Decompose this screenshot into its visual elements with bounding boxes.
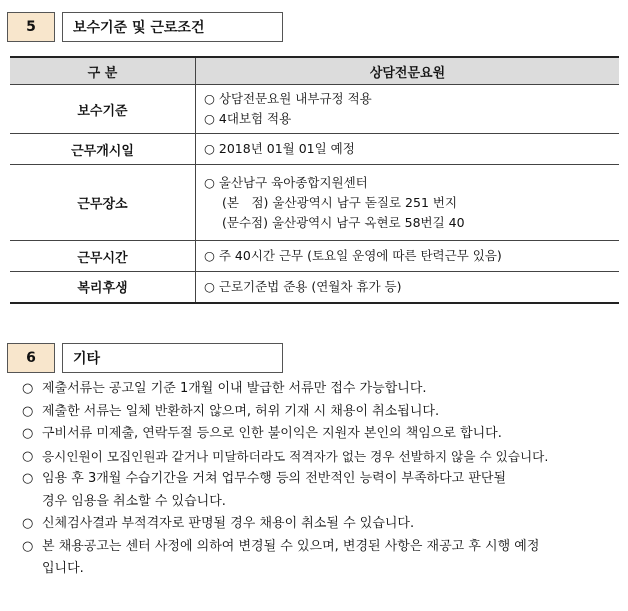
- list-item-text: 응시인원이 모집인원과 같거나 미달하더라도 적격자가 없는 경우 선발하지 않을 수 있습니다.: [42, 448, 549, 464]
- row-value: [196, 134, 620, 165]
- value-line: ○ 2018년 01월 01일 예정: [204, 141, 355, 156]
- conditions-table: [10, 56, 619, 304]
- table-row: [10, 165, 619, 241]
- list-item-line: 경우 임용을 취소할 수 있습니다.: [42, 493, 226, 509]
- row-value: [196, 165, 620, 241]
- row-label: 보수기준: [10, 85, 196, 134]
- circle-bullet: ○: [22, 471, 34, 486]
- row-value: [196, 241, 620, 272]
- circle-bullet: ○: [22, 426, 34, 441]
- list-item: [22, 378, 622, 401]
- row-value: [196, 85, 620, 134]
- section-number: 6: [7, 343, 55, 373]
- section-5-header: [7, 12, 283, 42]
- value-line: ○ 상담전문요원 내부규정 적용: [204, 91, 372, 106]
- table-header-category: 구 분: [10, 57, 196, 85]
- list-item: [22, 536, 622, 581]
- value-line: ○ 주 40시간 근무 (토요일 운영에 따른 탄력근무 있음): [204, 248, 502, 263]
- table-row: [10, 134, 619, 165]
- table-row: [10, 85, 619, 134]
- row-label: 복리후생: [10, 272, 196, 303]
- circle-bullet: ○: [22, 403, 34, 419]
- circle-bullet: ○: [22, 516, 34, 531]
- value-line: ○ 근로기준법 준용 (연월차 휴가 등): [204, 278, 402, 294]
- list-item-text: 구비서류 미제출, 연락두절 등으로 인한 불이익은 지원자 본인의 책임으로 합니다.: [42, 426, 502, 441]
- list-item-text: 제출한 서류는 일체 반환하지 않으며, 허위 기재 시 채용이 취소됩니다.: [42, 403, 440, 419]
- list-item-text: [42, 468, 622, 513]
- list-item: [22, 446, 622, 469]
- list-item: [22, 513, 622, 536]
- section-number: 5: [7, 12, 55, 42]
- circle-bullet: ○: [22, 448, 34, 464]
- section-6-header: [7, 343, 283, 373]
- row-value: [196, 272, 620, 303]
- list-item: [22, 423, 622, 446]
- list-item-line: 임용 후 3개월 수습기간을 거쳐 업무수행 등의 전반적인 능력이 부족하다고 판단될: [42, 471, 507, 486]
- row-label: 근무장소: [10, 165, 196, 241]
- table-row: [10, 241, 619, 272]
- section-title: 기타: [62, 343, 283, 373]
- value-line: (본 점) 울산광역시 남구 돋질로 251 번지: [222, 194, 458, 210]
- list-item: [22, 401, 622, 424]
- value-line: ○ 4대보험 적용: [204, 111, 292, 126]
- value-line: (문수점) 울산광역시 남구 옥현로 58번길 40: [222, 214, 465, 230]
- circle-bullet: ○: [22, 381, 34, 396]
- list-item-line: 본 채용공고는 센터 사정에 의하여 변경될 수 있으며, 변경된 사항은 재공고 후 시행 예정: [42, 538, 540, 554]
- table-header-position: 상담전문요원: [196, 57, 620, 85]
- table-header-row: [10, 57, 619, 85]
- value-line: ○ 울산남구 육아종합지원센터: [204, 174, 368, 190]
- list-item: [22, 468, 622, 513]
- list-item-text: 제출서류는 공고일 기준 1개월 이내 발급한 서류만 접수 가능합니다.: [42, 381, 427, 396]
- list-item-text: [42, 536, 622, 581]
- row-label: 근무시간: [10, 241, 196, 272]
- table-row: [10, 272, 619, 303]
- list-item-text: 신체검사결과 부적격자로 판명될 경우 채용이 취소될 수 있습니다.: [42, 516, 415, 531]
- circle-bullet: ○: [22, 538, 34, 554]
- row-label: 근무개시일: [10, 134, 196, 165]
- notes-list: [22, 378, 622, 581]
- list-item-line: 입니다.: [42, 561, 84, 576]
- section-title: 보수기준 및 근로조건: [62, 12, 283, 42]
